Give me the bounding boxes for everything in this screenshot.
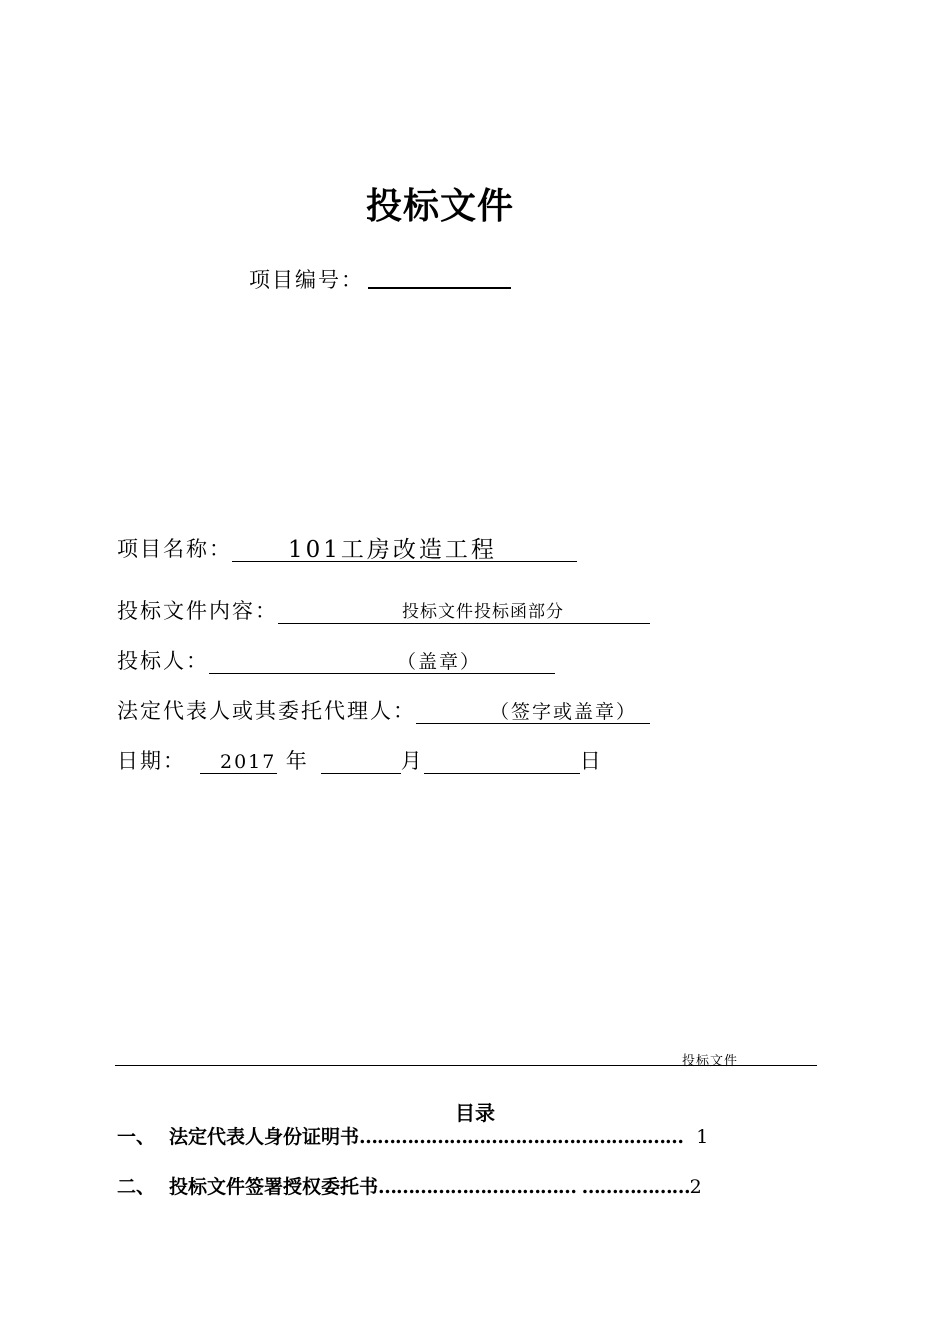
project-name-row xyxy=(117,536,577,562)
project-number-label: 项目编号： xyxy=(249,268,364,292)
project-name-field: 101工房改造工程 xyxy=(232,539,577,562)
content-field: 投标文件投标函部分 xyxy=(278,601,650,624)
content-label: 投标文件内容： xyxy=(117,599,278,623)
toc-item-page: 1 xyxy=(696,1126,709,1148)
toc-item[interactable] xyxy=(117,1172,702,1199)
day-label: 日 xyxy=(579,749,603,773)
year-field: 2017 xyxy=(200,751,277,774)
document-title: 投标文件 xyxy=(365,186,514,227)
toc-item-number: 一、 xyxy=(117,1126,156,1148)
toc-item[interactable] xyxy=(117,1122,708,1149)
representative-row xyxy=(117,698,650,724)
toc-item-leader: ……………………………………………… xyxy=(359,1126,684,1148)
date-row xyxy=(117,748,603,774)
page-header-text: 投标文件 xyxy=(682,1054,739,1069)
date-label: 日期： xyxy=(117,749,186,773)
toc-item-page: 2 xyxy=(689,1176,702,1198)
bidder-row xyxy=(117,648,555,674)
toc-item-title: 法定代表人身份证明书 xyxy=(169,1126,360,1148)
bidder-field: （盖章） xyxy=(209,651,555,674)
project-number-field xyxy=(368,287,511,289)
toc-item-title: 投标文件签署授权委托书 xyxy=(169,1176,379,1198)
toc-item-leader: …………………………… ……………… xyxy=(378,1176,690,1198)
bidder-label: 投标人： xyxy=(117,649,209,673)
toc-item-number: 二、 xyxy=(117,1176,156,1198)
page-header-rule xyxy=(115,1065,817,1066)
representative-label: 法定代表人或其委托代理人： xyxy=(117,699,416,723)
month-field xyxy=(321,773,401,774)
month-label: 月 xyxy=(400,749,424,773)
toc-title: 目录 xyxy=(455,1101,495,1125)
project-name-label: 项目名称： xyxy=(117,537,232,561)
representative-field: （签字或盖章） xyxy=(416,701,650,724)
day-field xyxy=(424,773,580,774)
year-label: 年 xyxy=(285,749,309,773)
content-row xyxy=(117,598,650,624)
